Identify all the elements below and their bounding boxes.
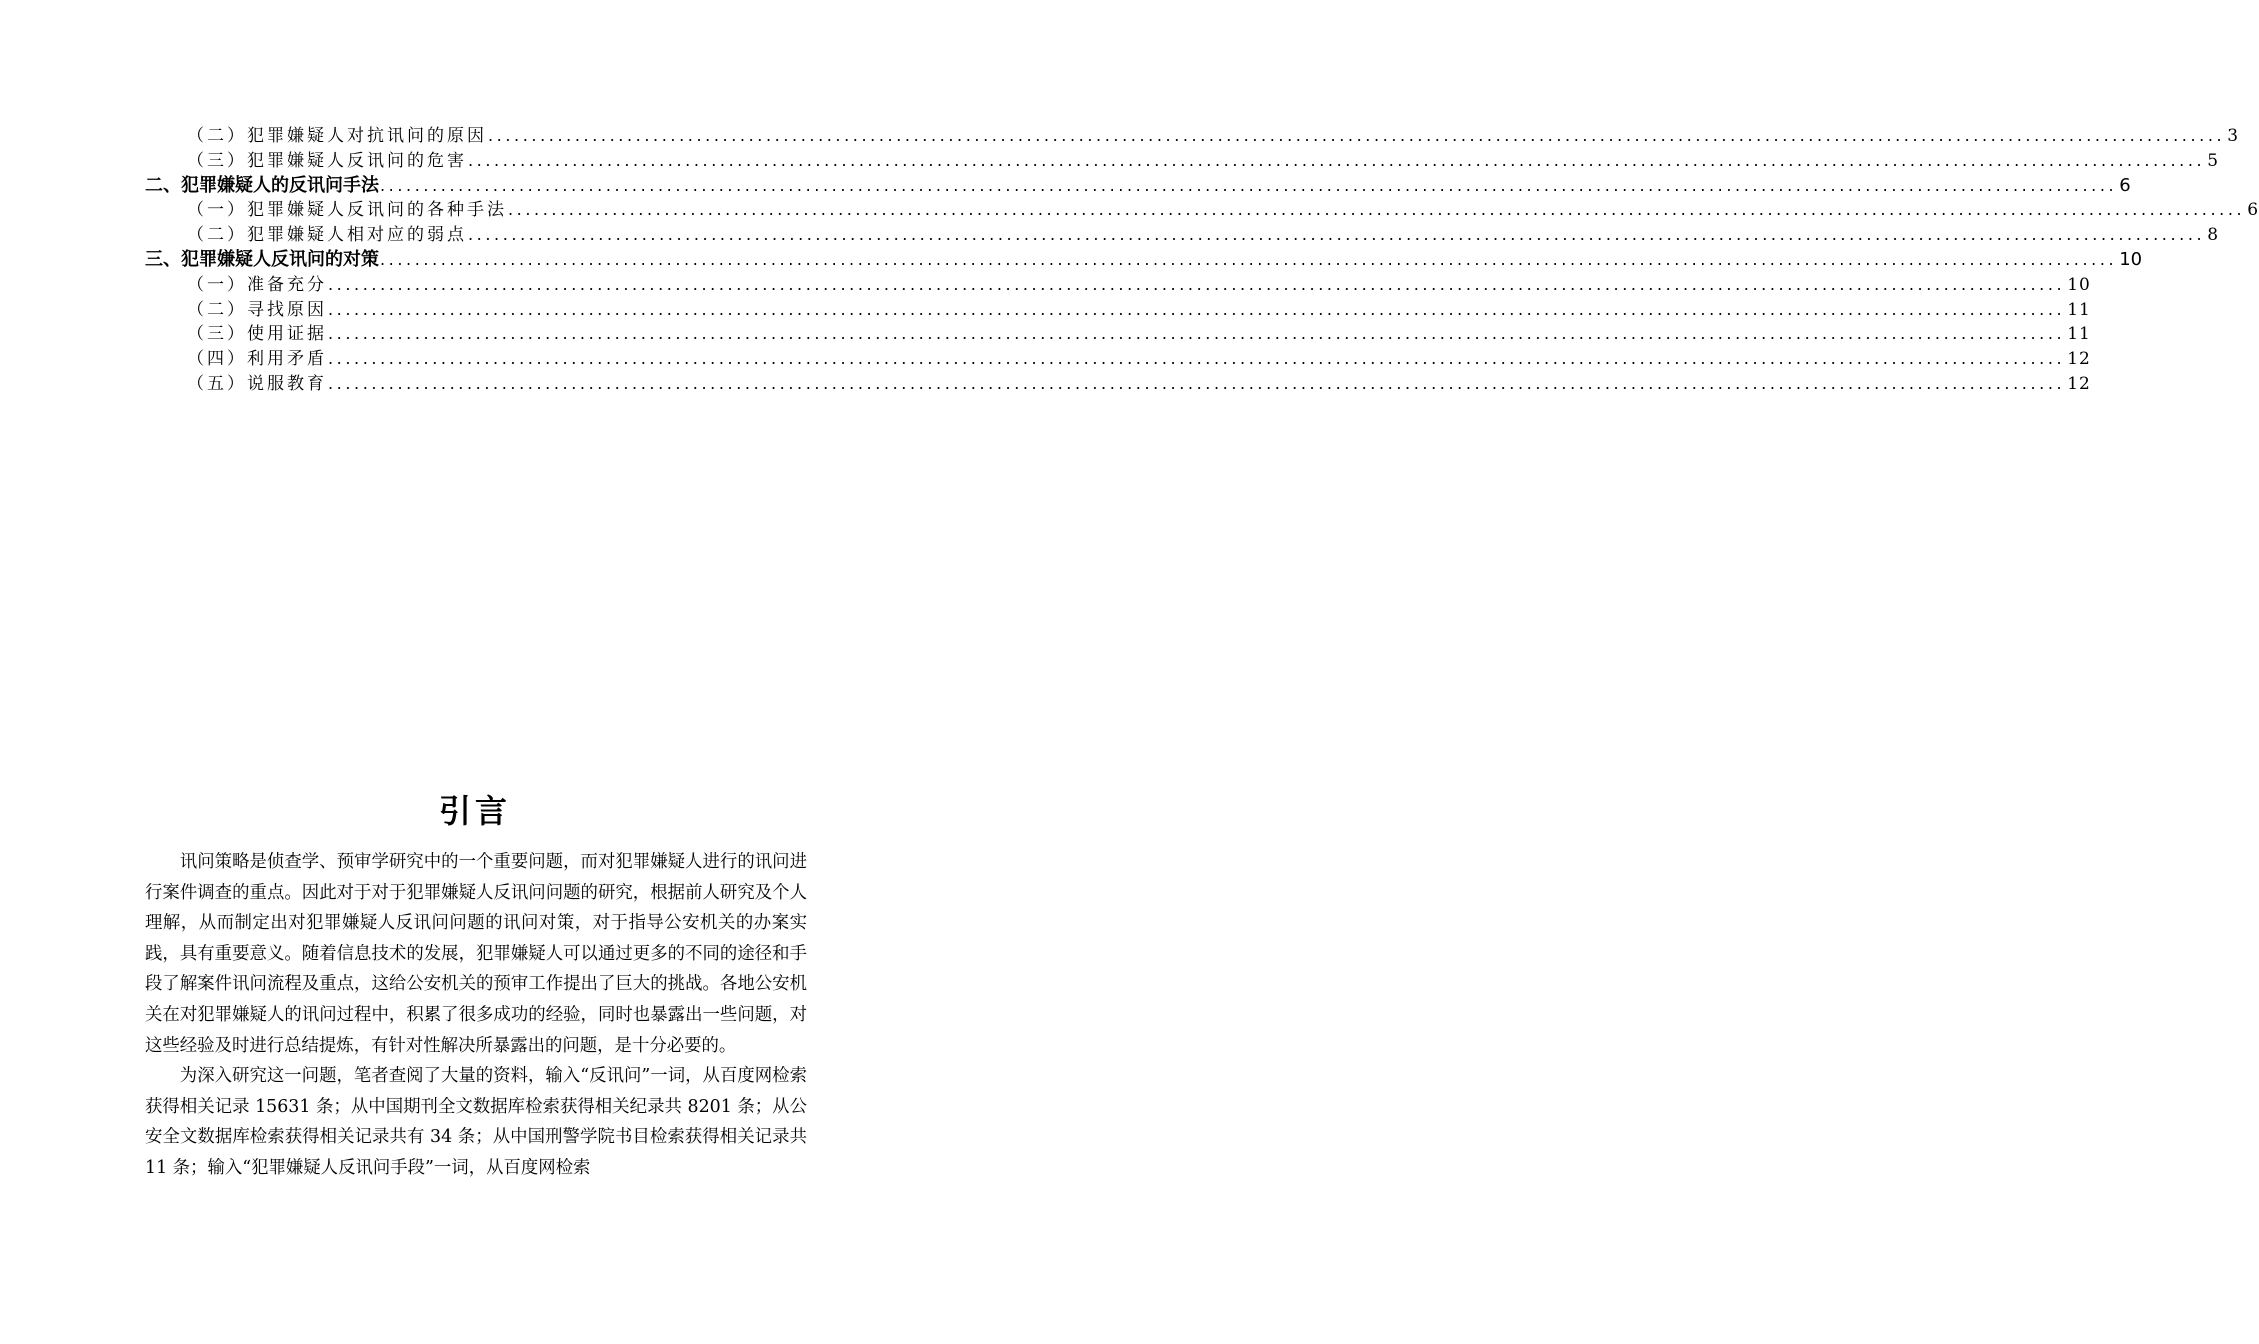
toc-entry-page: 6 bbox=[2247, 200, 2259, 221]
toc-entry-page: 5 bbox=[2207, 150, 2220, 171]
toc-chapter-entry[interactable] bbox=[145, 248, 2143, 273]
toc-entry-title: （四）利用矛盾 bbox=[187, 349, 327, 370]
toc-entry-title: （三）使用证据 bbox=[187, 324, 327, 345]
toc-entry[interactable] bbox=[145, 273, 2091, 298]
toc-leader-dots: ........................................................................................................................................................................................................ bbox=[380, 249, 2118, 269]
toc-entry-page: 8 bbox=[2207, 225, 2220, 246]
toc-entry[interactable] bbox=[145, 322, 2091, 347]
toc-entry-title: （一）犯罪嫌疑人反讯问的各种手法 bbox=[187, 200, 507, 221]
table-of-contents bbox=[145, 124, 2259, 397]
toc-leader-dots: ........................................................................................................................................................................................................ bbox=[328, 299, 2066, 319]
toc-leader-dots: ........................................................................................................................................................................................................ bbox=[468, 150, 2206, 170]
body-text bbox=[145, 847, 807, 1184]
toc-leader-dots: ........................................................................................................................................................................................................ bbox=[328, 324, 2066, 344]
toc-entry-title: （一）准备充分 bbox=[187, 274, 327, 295]
toc-leader-dots: ........................................................................................................................................................................................................ bbox=[508, 200, 2246, 220]
toc-entry-page: 11 bbox=[2067, 324, 2091, 345]
toc-leader-dots: ........................................................................................................................................................................................................ bbox=[328, 373, 2066, 393]
toc-entry-title: （二）寻找原因 bbox=[187, 299, 327, 320]
toc-entry-title: 三、犯罪嫌疑人反讯问的对策 bbox=[145, 248, 379, 270]
section-heading: 引言 bbox=[438, 792, 511, 831]
toc-entry-page: 3 bbox=[2227, 126, 2240, 146]
toc-entry[interactable] bbox=[145, 372, 2091, 397]
toc-leader-dots: ........................................................................................................................................................................................................ bbox=[328, 349, 2066, 369]
toc-entry[interactable] bbox=[145, 149, 2220, 174]
toc-entry-title: （三）犯罪嫌疑人反讯问的危害 bbox=[187, 150, 467, 171]
toc-entry-page: 10 bbox=[2067, 274, 2091, 295]
toc-entry-page: 6 bbox=[2119, 174, 2131, 196]
toc-chapter-entry[interactable] bbox=[145, 174, 2131, 199]
toc-entry-page: 11 bbox=[2067, 299, 2091, 320]
toc-entry-title: （五）说服教育 bbox=[187, 373, 327, 394]
toc-entry[interactable] bbox=[145, 298, 2091, 323]
paragraph: 为深入研究这一问题，笔者查阅了大量的资料，输入“反讯问”一词，从百度网检索获得相关记录 15631 条；从中国期刊全文数据库检索获得相关纪录共 8201 条；从公安全文数据库检索获得相关记录共有 34 条；从中国刑警学院书目检索获得相关记录共 11 条；输入“犯罪嫌疑人反讯问手段”一词，从百度网检索 bbox=[145, 1066, 807, 1178]
toc-leader-dots: ........................................................................................................................................................................................................ bbox=[488, 126, 2226, 145]
toc-entry-title: （二）犯罪嫌疑人对抗讯问的原因 bbox=[187, 126, 487, 146]
toc-entry-title: 二、犯罪嫌疑人的反讯问手法 bbox=[145, 174, 379, 196]
toc-entry[interactable] bbox=[145, 347, 2091, 372]
toc-leader-dots: ........................................................................................................................................................................................................ bbox=[380, 175, 2118, 195]
toc-entry-page: 12 bbox=[2067, 373, 2091, 394]
toc-entry[interactable] bbox=[145, 198, 2259, 223]
toc-entry-page: 10 bbox=[2119, 248, 2143, 270]
toc-leader-dots: ........................................................................................................................................................................................................ bbox=[328, 274, 2066, 294]
toc-entry-page: 12 bbox=[2067, 349, 2091, 370]
toc-entry[interactable] bbox=[145, 223, 2220, 248]
toc-entry-title: （二）犯罪嫌疑人相对应的弱点 bbox=[187, 225, 467, 246]
toc-leader-dots: ........................................................................................................................................................................................................ bbox=[468, 225, 2206, 245]
toc-entry[interactable] bbox=[145, 124, 2240, 149]
paragraph: 讯问策略是侦查学、预审学研究中的一个重要问题，而对犯罪嫌疑人进行的讯问进行案件调查的重点。因此对于对于犯罪嫌疑人反讯问问题的研究，根据前人研究及个人理解，从而制定出对犯罪嫌疑人反讯问问题的讯问对策，对于指导公安机关的办案实践，具有重要意义。随着信息技术的发展，犯罪嫌疑人可以通过更多的不同的途径和手段了解案件讯问流程及重点，这给公安机关的预审工作提出了巨大的挑战。各地公安机关在对犯罪嫌疑人的讯问过程中，积累了很多成功的经验，同时也暴露出一些问题，对这些经验及时进行总结提炼，有针对性解决所暴露出的问题，是十分必要的。 bbox=[145, 852, 807, 1056]
